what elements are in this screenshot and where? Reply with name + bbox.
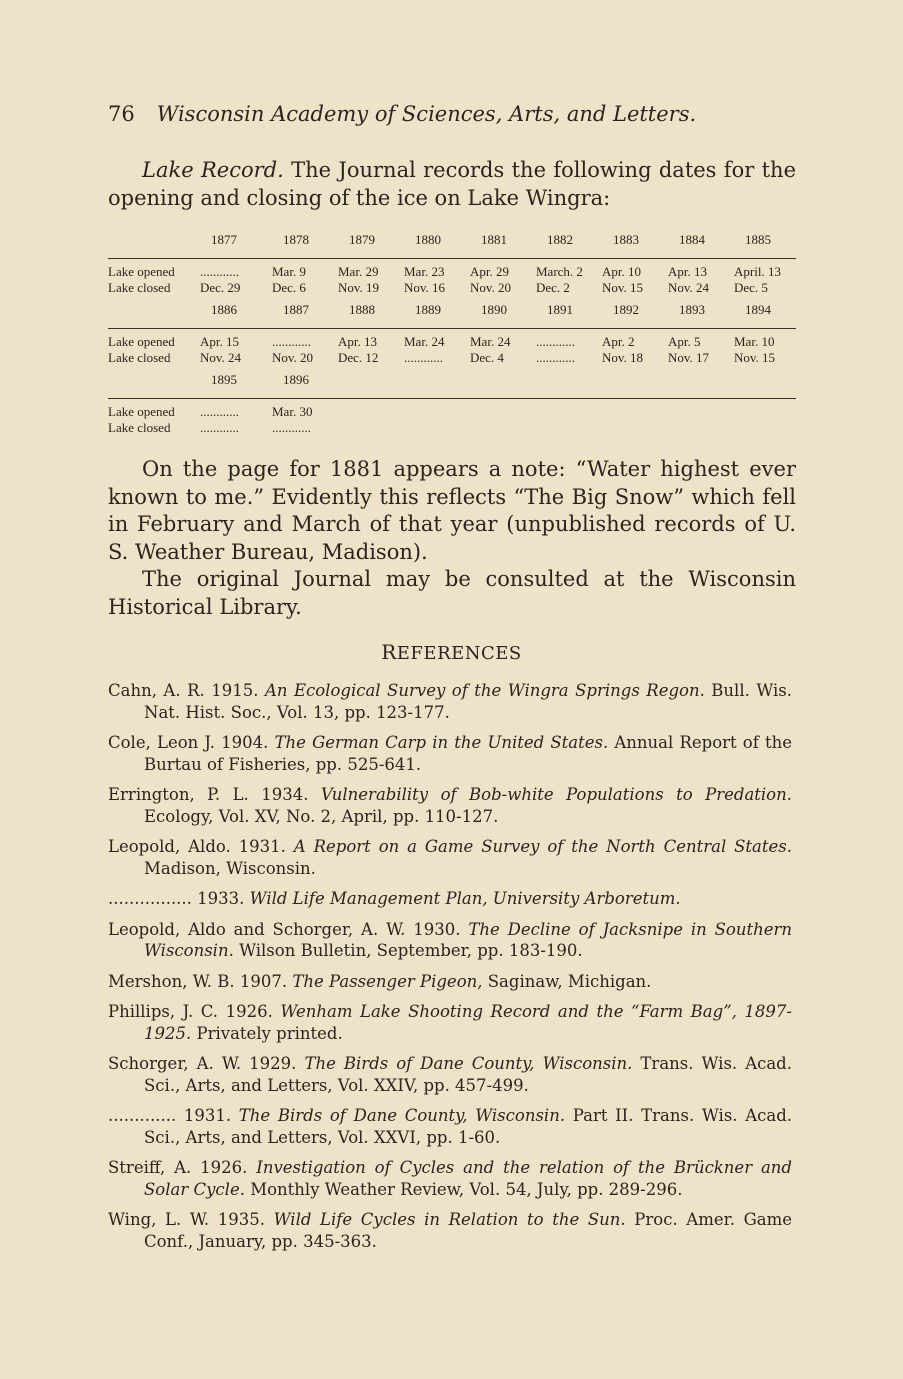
lake-closed-row bbox=[108, 280, 796, 296]
date-cell: Dec. 4 bbox=[470, 350, 504, 365]
reference-author: Leopold, Aldo. 1931. bbox=[108, 837, 294, 856]
row-label: Lake opened bbox=[108, 404, 175, 419]
date-cell: ............ bbox=[536, 334, 575, 349]
year-header: 1885 bbox=[745, 232, 771, 247]
date-cell: ............ bbox=[200, 264, 239, 279]
reference-entry bbox=[108, 732, 792, 775]
reference-author: ................ 1933. bbox=[108, 889, 250, 908]
references-heading bbox=[0, 640, 903, 664]
year-header: 1883 bbox=[613, 232, 639, 247]
date-cell: ............ bbox=[404, 350, 443, 365]
year-header: 1893 bbox=[679, 302, 705, 317]
year-header: 1881 bbox=[481, 232, 507, 247]
date-cell: Apr. 13 bbox=[668, 264, 707, 279]
reference-source: Monthly Weather Review, Vol. 54, July, pp. 289-296. bbox=[244, 1179, 683, 1199]
date-cell: ............ bbox=[272, 334, 311, 349]
date-cell: Apr. 13 bbox=[338, 334, 377, 349]
date-cell: Mar. 24 bbox=[470, 334, 511, 349]
date-cell: Dec. 5 bbox=[734, 280, 768, 295]
reference-author: Schorger, A. W. 1929. bbox=[108, 1054, 305, 1073]
references-heading-initial: R bbox=[381, 640, 397, 664]
reference-title: The Decline of Jacksnipe in Southern Wisconsin. bbox=[144, 919, 792, 960]
section-lead: Lake Record. bbox=[142, 158, 284, 182]
reference-author: Wing, L. W. 1935. bbox=[108, 1210, 274, 1229]
reference-entry bbox=[108, 836, 792, 879]
date-cell: March. 2 bbox=[536, 264, 583, 279]
library-paragraph: The original Journal may be consulted at the Wisconsin Historical Library. bbox=[108, 567, 796, 619]
date-cell: Dec. 29 bbox=[200, 280, 241, 295]
date-cell: April. 13 bbox=[734, 264, 781, 279]
year-header: 1882 bbox=[547, 232, 573, 247]
reference-author: Errington, P. L. 1934. bbox=[108, 785, 321, 804]
lake-closed-row bbox=[108, 350, 796, 366]
reference-title: The Birds of Dane County, Wisconsin. bbox=[304, 1054, 633, 1073]
year-header: 1877 bbox=[211, 232, 237, 247]
date-cell: Apr. 29 bbox=[470, 264, 509, 279]
year-header: 1878 bbox=[283, 232, 309, 247]
references-heading-rest: EFERENCES bbox=[396, 643, 522, 664]
year-header: 1879 bbox=[349, 232, 375, 247]
ice-record-table bbox=[108, 232, 796, 442]
reference-title: The German Carp in the United States. bbox=[274, 733, 609, 752]
lake-opened-row bbox=[108, 264, 796, 280]
date-cell: Nov. 16 bbox=[404, 280, 446, 295]
date-cell: Apr. 15 bbox=[200, 334, 239, 349]
row-label: Lake opened bbox=[108, 334, 175, 349]
date-cell: Mar. 30 bbox=[272, 404, 313, 419]
row-label: Lake closed bbox=[108, 350, 171, 365]
running-header bbox=[108, 102, 808, 126]
year-header: 1889 bbox=[415, 302, 441, 317]
reference-entry bbox=[108, 1209, 792, 1252]
date-cell: ............ bbox=[200, 420, 239, 435]
running-title: Wisconsin Academy of Sciences, Arts, and Letters. bbox=[156, 102, 697, 126]
page-number: 76 bbox=[108, 102, 135, 126]
reference-entry bbox=[108, 1001, 792, 1044]
date-cell: Apr. 5 bbox=[668, 334, 701, 349]
reference-author: Leopold, Aldo and Schorger, A. W. 1930. bbox=[108, 919, 469, 939]
reference-source: Annual Report of the Burtau of Fisheries, pp. 525-641. bbox=[144, 733, 792, 774]
date-cell: Apr. 2 bbox=[602, 334, 635, 349]
lake-closed-row bbox=[108, 420, 796, 436]
table-rule bbox=[108, 328, 796, 329]
date-cell: Mar. 23 bbox=[404, 264, 445, 279]
year-row bbox=[108, 232, 796, 250]
reference-author: Mershon, W. B. 1907. bbox=[108, 971, 293, 991]
date-cell: Mar. 9 bbox=[272, 264, 306, 279]
date-cell: ............ bbox=[536, 350, 575, 365]
year-header: 1888 bbox=[349, 302, 375, 317]
date-cell: Nov. 17 bbox=[668, 350, 710, 365]
year-header: 1887 bbox=[283, 302, 309, 317]
row-label: Lake closed bbox=[108, 420, 171, 435]
reference-title: Wild Life Management Plan, University Arboretum. bbox=[249, 889, 681, 908]
year-header: 1895 bbox=[211, 372, 237, 387]
year-header: 1892 bbox=[613, 302, 639, 317]
date-cell: ............ bbox=[272, 420, 311, 435]
date-cell: Nov. 15 bbox=[602, 280, 644, 295]
reference-title: An Ecological Survey of the Wingra Springs Regon. bbox=[264, 681, 705, 700]
reference-source: Bull. Wis. Nat. Hist. Soc., Vol. 13, pp. 123-177. bbox=[144, 681, 792, 722]
lake-opened-row bbox=[108, 404, 796, 420]
reference-entry bbox=[108, 888, 792, 910]
year-row bbox=[108, 372, 796, 390]
reference-title: Vulnerability of Bob-white Populations to Predation. bbox=[320, 785, 792, 804]
reference-title: The Birds of Dane County, Wisconsin. bbox=[238, 1106, 566, 1125]
date-cell: Nov. 18 bbox=[602, 350, 644, 365]
reference-source: Saginaw, Michigan. bbox=[482, 971, 652, 991]
reference-entry bbox=[108, 1157, 792, 1200]
intro-paragraph bbox=[108, 156, 796, 212]
intro-text: The Journal records the following dates for the opening and closing of the ice on Lake Wingra: bbox=[108, 158, 796, 210]
reference-source: Wilson Bulletin, September, pp. 183-190. bbox=[233, 941, 583, 960]
row-label: Lake opened bbox=[108, 264, 175, 279]
reference-entry bbox=[108, 784, 792, 827]
year-header: 1884 bbox=[679, 232, 705, 247]
reference-entry bbox=[108, 1053, 792, 1096]
note-paragraph: On the page for 1881 appears a note: “Water highest ever known to me.” Evidently this reflects “The Big Snow” which fell in February and March of that year (unpublished records of U. S. Weather Bureau, Madison). bbox=[108, 457, 796, 564]
reference-author: Streiff, A. 1926. bbox=[108, 1158, 257, 1177]
reference-source: Part II. Trans. Wis. Acad. Sci., Arts, and Letters, Vol. XXVI, pp. 1-60. bbox=[144, 1106, 793, 1147]
reference-entry bbox=[108, 680, 792, 723]
reference-entry bbox=[108, 971, 792, 993]
date-cell: ............ bbox=[200, 404, 239, 419]
references-list bbox=[108, 680, 792, 1261]
reference-title: Wenham Lake Shooting Record and the “Farm Bag”, 1897-1925. bbox=[144, 1002, 792, 1043]
reference-title: Wild Life Cycles in Relation to the Sun. bbox=[273, 1210, 626, 1229]
year-header: 1886 bbox=[211, 302, 237, 317]
year-header: 1880 bbox=[415, 232, 441, 247]
date-cell: Dec. 6 bbox=[272, 280, 306, 295]
reference-source: Madison, Wisconsin. bbox=[144, 858, 316, 878]
table-rule bbox=[108, 258, 796, 259]
date-cell: Mar. 10 bbox=[734, 334, 775, 349]
reference-author: Cole, Leon J. 1904. bbox=[108, 733, 275, 752]
year-header: 1891 bbox=[547, 302, 573, 317]
reference-source: Proc. Amer. Game Conf., January, pp. 345-363. bbox=[144, 1210, 793, 1251]
year-header: 1894 bbox=[745, 302, 771, 317]
reference-source: Ecology, Vol. XV, No. 2, April, pp. 110-127. bbox=[144, 806, 499, 826]
date-cell: Apr. 10 bbox=[602, 264, 641, 279]
year-header: 1896 bbox=[283, 372, 309, 387]
date-cell: Dec. 2 bbox=[536, 280, 570, 295]
reference-author: ............. 1931. bbox=[108, 1106, 239, 1125]
date-cell: Mar. 29 bbox=[338, 264, 379, 279]
year-row bbox=[108, 302, 796, 320]
reference-author: Phillips, J. C. 1926. bbox=[108, 1002, 281, 1021]
reference-entry bbox=[108, 1105, 792, 1148]
reference-author: Cahn, A. R. 1915. bbox=[108, 681, 265, 700]
reference-source: Trans. Wis. Acad. Sci., Arts, and Letters, Vol. XXIV, pp. 457-499. bbox=[144, 1054, 792, 1095]
lake-opened-row bbox=[108, 334, 796, 350]
reference-title: The Passenger Pigeon, bbox=[292, 971, 483, 991]
date-cell: Nov. 15 bbox=[734, 350, 776, 365]
row-label: Lake closed bbox=[108, 280, 171, 295]
table-rule bbox=[108, 398, 796, 399]
date-cell: Mar. 24 bbox=[404, 334, 445, 349]
year-header: 1890 bbox=[481, 302, 507, 317]
date-cell: Nov. 20 bbox=[470, 280, 512, 295]
reference-entry bbox=[108, 919, 792, 962]
reference-title: Investigation of Cycles and the relation of the Brückner and Solar Cycle. bbox=[144, 1158, 792, 1199]
date-cell: Nov. 19 bbox=[338, 280, 380, 295]
date-cell: Nov. 24 bbox=[200, 350, 242, 365]
date-cell: Nov. 20 bbox=[272, 350, 314, 365]
date-cell: Dec. 12 bbox=[338, 350, 379, 365]
reference-source: Privately printed. bbox=[191, 1023, 343, 1043]
reference-title: A Report on a Game Survey of the North Central States. bbox=[293, 837, 792, 856]
date-cell: Nov. 24 bbox=[668, 280, 710, 295]
